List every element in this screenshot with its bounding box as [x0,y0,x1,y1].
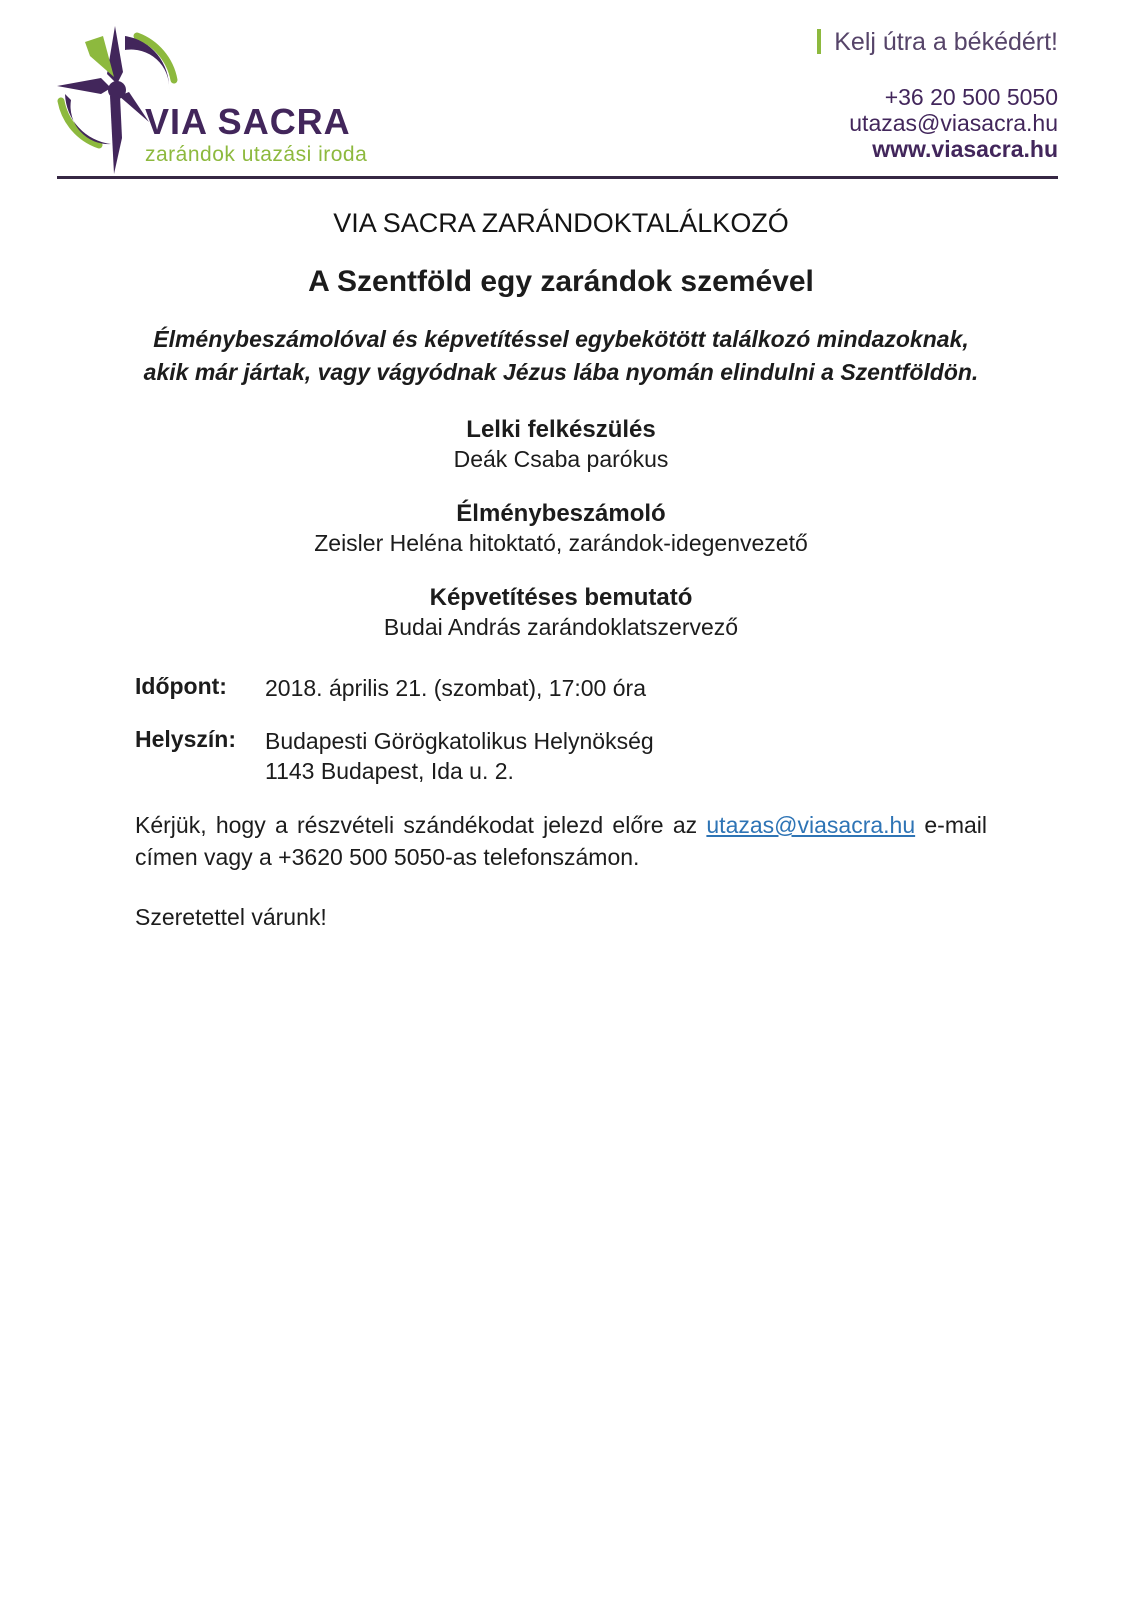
intro-line-1: Élménybeszámolóval és képvetítéssel egybekötött találkozó mindazoknak, [153,326,969,352]
email-link[interactable]: utazas@viasacra.hu [706,812,916,838]
detail-row-location [135,726,987,786]
event-intro [135,323,987,389]
detail-label: Helyszín: [135,726,236,752]
contact-email: utazas@viasacra.hu [849,110,1058,136]
rsvp-paragraph [135,809,987,873]
contact-block [817,28,1058,162]
brand-text [145,102,367,167]
slogan-bar-icon [817,29,821,54]
program-heading: Élménybeszámoló [456,500,666,527]
detail-label: Időpont: [135,673,227,699]
detail-row-date [135,673,987,703]
closing-line: Szeretettel várunk! [135,904,327,930]
brand-name: VIA SACRA [145,101,351,142]
program-item [135,584,987,641]
document-body [135,182,987,931]
via-sacra-logo [57,26,387,176]
contact-website: www.viasacra.hu [872,136,1058,162]
detail-value-line: 2018. április 21. (szombat), 17:00 óra [265,675,646,701]
brand-tagline: zarándok utazási iroda [145,142,368,166]
program-heading: Képvetítéses bemutató [429,584,693,611]
detail-value-line: Budapesti Görögkatolikus Helynökség [265,728,654,754]
detail-value-line: 1143 Budapest, Ida u. 2. [265,758,514,784]
program-item [135,416,987,473]
slogan [817,28,1058,57]
rsvp-text-before: Kérjük, hogy a részvételi szándékodat jelezd előre az [135,812,707,838]
detail-value [265,726,654,786]
slogan-text: Kelj útra a békédért! [834,28,1058,56]
letterhead [57,0,1058,179]
program-person: Deák Csaba parókus [453,446,669,472]
contact-lines [817,84,1058,162]
program-item [135,500,987,557]
contact-phone: +36 20 500 5050 [884,84,1058,110]
program-person: Budai András zarándoklatszervező [383,614,739,640]
event-title: VIA SACRA ZARÁNDOKTALÁLKOZÓ [333,208,789,238]
rsvp-text-after: e-mail címen vagy a +3620 500 5050-as telefonszámon. [135,812,987,870]
program-person: Zeisler Heléna hitoktató, zarándok-idegenvezető [314,530,808,556]
intro-line-2: akik már jártak, vagy vágyódnak Jézus lába nyomán elindulni a Szentföldön. [143,359,979,385]
event-details [135,673,987,786]
detail-value [265,673,646,703]
event-subtitle: A Szentföld egy zarándok szemével [308,265,814,298]
program-heading: Lelki felkészülés [466,416,656,443]
